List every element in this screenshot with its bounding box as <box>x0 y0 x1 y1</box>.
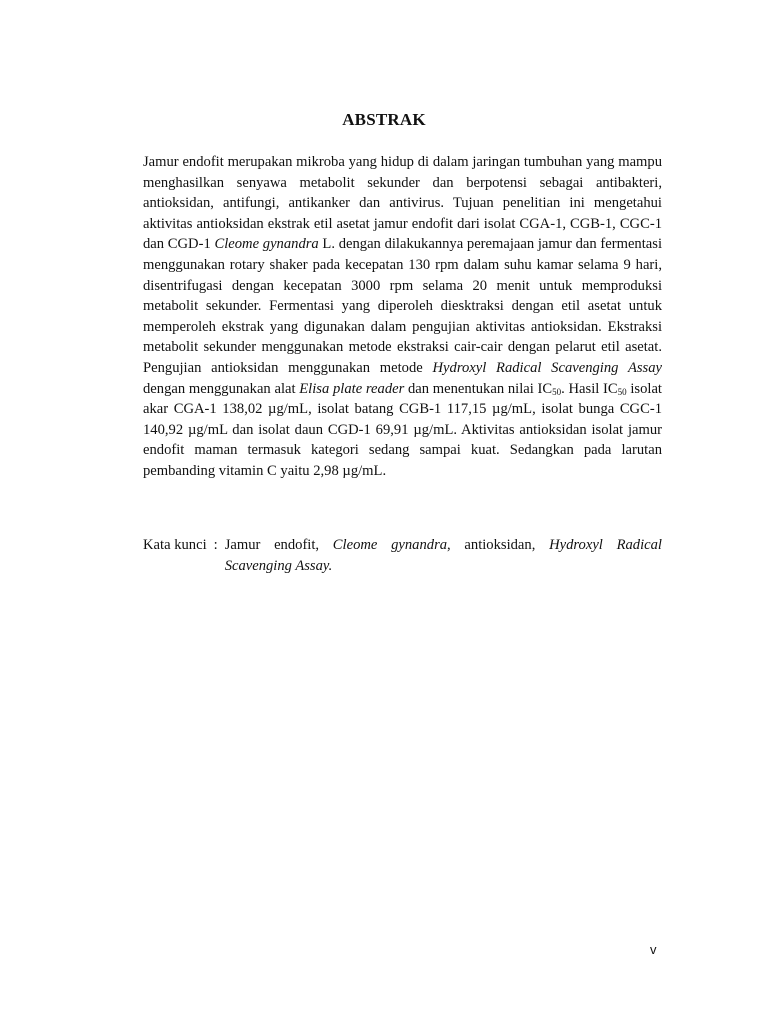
abstract-text-1: Jamur endofit merupakan mikroba yang hidup di dalam jaringan tumbuhan yang mampu menghasilkan senyawa metabolit sekunder dan berpotensi sebagai antibakteri, antioksidan, antifungi, antikanker dan antivirus. Tujuan penelitian ini mengetahui aktivitas antioksidan ekstrak etil asetat jamur endofit dari isolat CGA-1, CGB-1, CGC-1 dan CGD-1 <box>143 154 662 253</box>
page-title: ABSTRAK <box>342 110 426 129</box>
keywords-label: Kata kunci <box>143 537 207 553</box>
abstract-text-2: L. dengan dilakukannya peremajaan jamur dan fermentasi menggunakan rotary shaker pada kecepatan 130 rpm dalam suhu kamar selama 9 hari, disentrifugasi dengan kecepatan 3000 rpm selama 20 menit untuk memproduksi metabolit sekunder. Fermentasi yang diperoleh diesktraksi dengan etil asetat untuk memperoleh ekstrak yang digunakan dalam pengujian aktivitas antioksidan. Ekstraksi metabolit sekunder menggunakan metode ekstraksi cair-cair dengan pelarut etil asetat. Pengujian antioksidan menggunakan metode <box>143 236 662 376</box>
abstract-paragraph <box>143 152 662 482</box>
keyword-method: Hydroxyl Radical Scavenging Assay. <box>224 537 662 574</box>
keyword-text-2: , antioksidan, <box>447 537 550 553</box>
abstract-text-6: isolat akar CGA-1 138,02 µg/mL, isolat batang CGB-1 117,15 µg/mL, isolat bunga CGC-1 140,92 µg/mL dan isolat daun CGD-1 69,91 µg/mL. Aktivitas antioksidan isolat jamur endofit maman termasuk kategori sedang sampai kuat. Sedangkan pada larutan pembanding vitamin C yaitu 2,98 µg/mL. <box>143 380 662 479</box>
abstract-method-name: Hydroxyl Radical Scavenging Assay <box>432 359 662 376</box>
ic-subscript-1: 50 <box>552 386 562 397</box>
ic-subscript-2: 50 <box>617 386 627 397</box>
abstract-species-name: Cleome gynandra <box>214 236 319 253</box>
keywords-block <box>143 535 662 576</box>
abstract-instrument-name: Elisa plate reader <box>299 380 405 397</box>
keywords-separator: : <box>213 537 218 553</box>
page-number: v <box>650 942 657 957</box>
abstract-text-3: dengan menggunakan alat <box>143 380 300 397</box>
abstract-text-4: dan menentukan nilai IC <box>404 380 553 397</box>
keyword-text-1: Jamur endofit, <box>224 537 333 553</box>
keyword-species: Cleome gynandra <box>332 537 448 553</box>
keywords-list <box>225 535 662 576</box>
abstract-text-5: . Hasil IC <box>561 380 618 397</box>
